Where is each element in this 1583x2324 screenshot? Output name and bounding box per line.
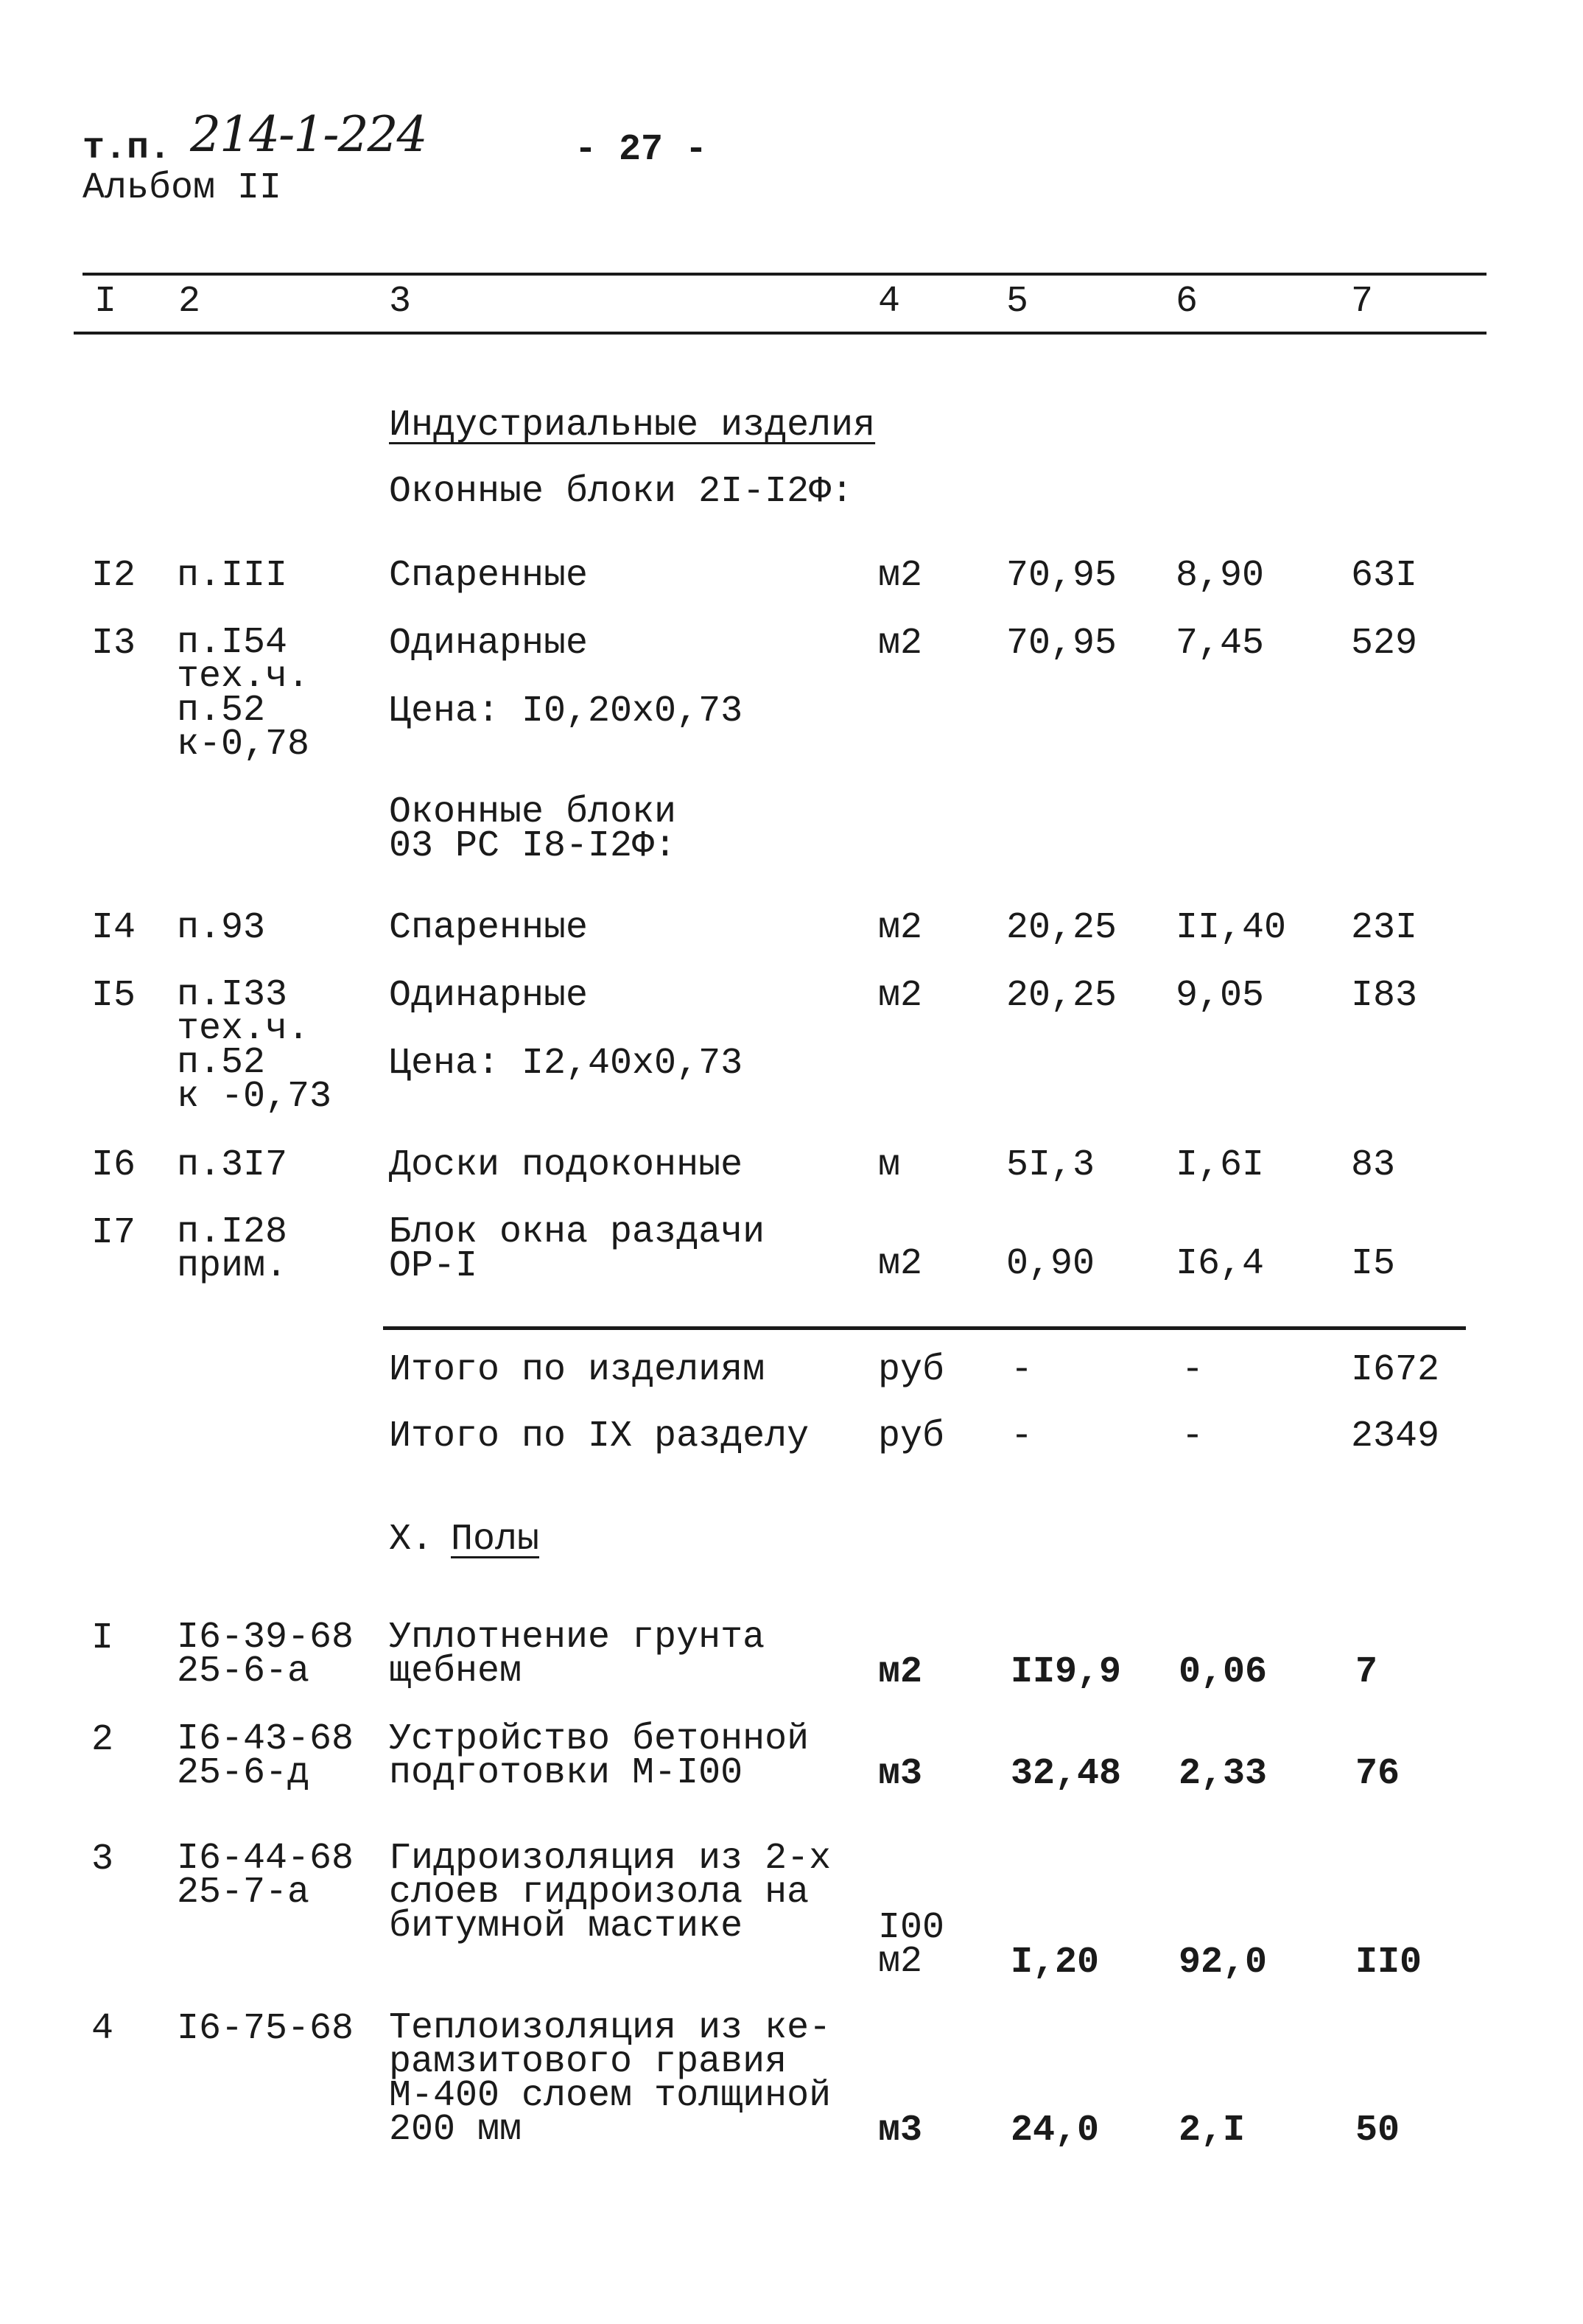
project-number: 214-1-224 <box>190 106 427 163</box>
col-header-6: 6 <box>1176 281 1198 323</box>
total-value: I672 <box>1351 1349 1440 1391</box>
total-label: Итого по изделиям <box>389 1349 765 1391</box>
row-price: II,40 <box>1176 907 1287 949</box>
row-unit: м2 <box>878 555 923 597</box>
row-price: 2,I <box>1179 2110 1246 2152</box>
row-unit: м <box>878 1144 901 1186</box>
row-price: I,6I <box>1176 1144 1265 1186</box>
row-qty: 32,48 <box>1011 1753 1122 1795</box>
row-unit: м2 <box>878 623 923 665</box>
row-name: Доски подоконные <box>389 1144 743 1186</box>
row-ref: п.3I7 <box>177 1144 288 1186</box>
col-header-3: 3 <box>389 281 412 323</box>
total-value: 2349 <box>1351 1415 1440 1457</box>
row-price: 7,45 <box>1176 623 1265 665</box>
page-number: - 27 - <box>575 129 708 171</box>
row-ref: п.I33 тех.ч. п.52 к -0,73 <box>177 974 332 1118</box>
row-price: 8,90 <box>1176 555 1265 597</box>
group-title-1: Оконные блоки 2I-I2Ф: <box>389 471 854 513</box>
row-ref: I6-43-68 25-6-д <box>177 1718 354 1794</box>
row-total: I83 <box>1351 975 1418 1017</box>
row-no: 3 <box>91 1838 114 1880</box>
row-total: 7 <box>1355 1651 1378 1693</box>
row-no: I5 <box>91 975 136 1017</box>
row-ref: п.I54 тех.ч. п.52 к-0,78 <box>177 622 310 766</box>
row-unit: м2 <box>878 1651 923 1693</box>
row-name: Одинарные <box>389 623 589 665</box>
header-top-rule <box>83 273 1487 276</box>
row-qty: 20,25 <box>1006 975 1117 1017</box>
row-total: I5 <box>1351 1243 1396 1285</box>
row-name: Спаренные <box>389 555 589 597</box>
col-header-7: 7 <box>1351 281 1374 323</box>
row-name: Уплотнение грунта щебнем <box>389 1617 765 1693</box>
row-qty: 5I,3 <box>1006 1144 1095 1186</box>
section-heading: Индустриальные изделия <box>389 405 876 447</box>
row-name: Теплоизоляция из ке- рамзитового гравия М-400 слоем толщиной 200 мм <box>389 2007 832 2151</box>
row-total: 63I <box>1351 555 1418 597</box>
row-no: I2 <box>91 555 136 597</box>
row-qty: 0,90 <box>1006 1243 1095 1285</box>
row-unit: м2 <box>878 975 923 1017</box>
header-bottom-rule <box>74 332 1487 335</box>
row-total: 83 <box>1351 1144 1396 1186</box>
row-no: I3 <box>91 623 136 665</box>
row-price: 2,33 <box>1179 1753 1268 1795</box>
row-name: Устройство бетонной подготовки М-I00 <box>389 1718 810 1794</box>
total-qty: - <box>1011 1349 1033 1391</box>
row-total: 76 <box>1355 1753 1400 1795</box>
row-qty: I,20 <box>1011 1942 1100 1984</box>
totals-rule <box>383 1326 1466 1330</box>
row-qty: 20,25 <box>1006 907 1117 949</box>
total-qty: - <box>1011 1415 1033 1457</box>
row-ref: п.93 <box>177 907 266 949</box>
section-x-number: X. <box>389 1519 434 1561</box>
col-header-4: 4 <box>878 281 901 323</box>
row-no: I6 <box>91 1144 136 1186</box>
row-no: 4 <box>91 2008 114 2050</box>
section-x-title: Полы <box>451 1519 540 1561</box>
row-total: 529 <box>1351 623 1418 665</box>
col-header-1: I <box>94 281 117 323</box>
row-name: Гидроизоляция из 2-х слоев гидроизола на битумной мастике <box>389 1838 832 1947</box>
total-unit: руб <box>878 1349 945 1391</box>
col-header-5: 5 <box>1006 281 1029 323</box>
row-price: 9,05 <box>1176 975 1265 1017</box>
row-price: 0,06 <box>1179 1651 1268 1693</box>
row-note: Цена: I2,40x0,73 <box>389 1043 743 1085</box>
album-label: Альбом II <box>83 167 282 209</box>
row-name: Одинарные <box>389 975 589 1017</box>
row-no: I7 <box>91 1212 136 1254</box>
row-unit: м2 <box>878 1243 923 1285</box>
row-qty: II9,9 <box>1011 1651 1122 1693</box>
project-prefix: т.п. <box>83 127 172 169</box>
row-total: 50 <box>1355 2110 1400 2152</box>
row-ref: I6-44-68 25-7-а <box>177 1838 354 1914</box>
row-no: I4 <box>91 907 136 949</box>
row-qty: 24,0 <box>1011 2110 1100 2152</box>
row-unit: I00 м2 <box>878 1907 945 1983</box>
row-name: Спаренные <box>389 907 589 949</box>
row-no: 2 <box>91 1719 114 1761</box>
row-unit: м3 <box>878 1753 923 1795</box>
row-unit: м3 <box>878 2110 923 2152</box>
row-unit: м2 <box>878 907 923 949</box>
row-ref: п.I28 прим. <box>177 1211 288 1287</box>
total-price: - <box>1182 1415 1204 1457</box>
row-total: 23I <box>1351 907 1418 949</box>
total-unit: руб <box>878 1415 945 1457</box>
row-qty: 70,95 <box>1006 623 1117 665</box>
row-ref: п.III <box>177 555 288 597</box>
total-price: - <box>1182 1349 1204 1391</box>
group-title-2: Оконные блоки 03 РС I8-I2Ф: <box>389 791 677 867</box>
row-note: Цена: I0,20x0,73 <box>389 690 743 732</box>
col-header-2: 2 <box>178 281 201 323</box>
row-total: II0 <box>1355 1942 1422 1984</box>
row-name: Блок окна раздачи ОР-I <box>389 1211 765 1287</box>
row-ref: I6-39-68 25-6-а <box>177 1617 354 1693</box>
row-no: I <box>91 1617 114 1659</box>
row-ref: I6-75-68 <box>177 2008 354 2050</box>
row-qty: 70,95 <box>1006 555 1117 597</box>
row-price: 92,0 <box>1179 1942 1268 1984</box>
row-price: I6,4 <box>1176 1243 1265 1285</box>
total-label: Итого по IX разделу <box>389 1415 810 1457</box>
